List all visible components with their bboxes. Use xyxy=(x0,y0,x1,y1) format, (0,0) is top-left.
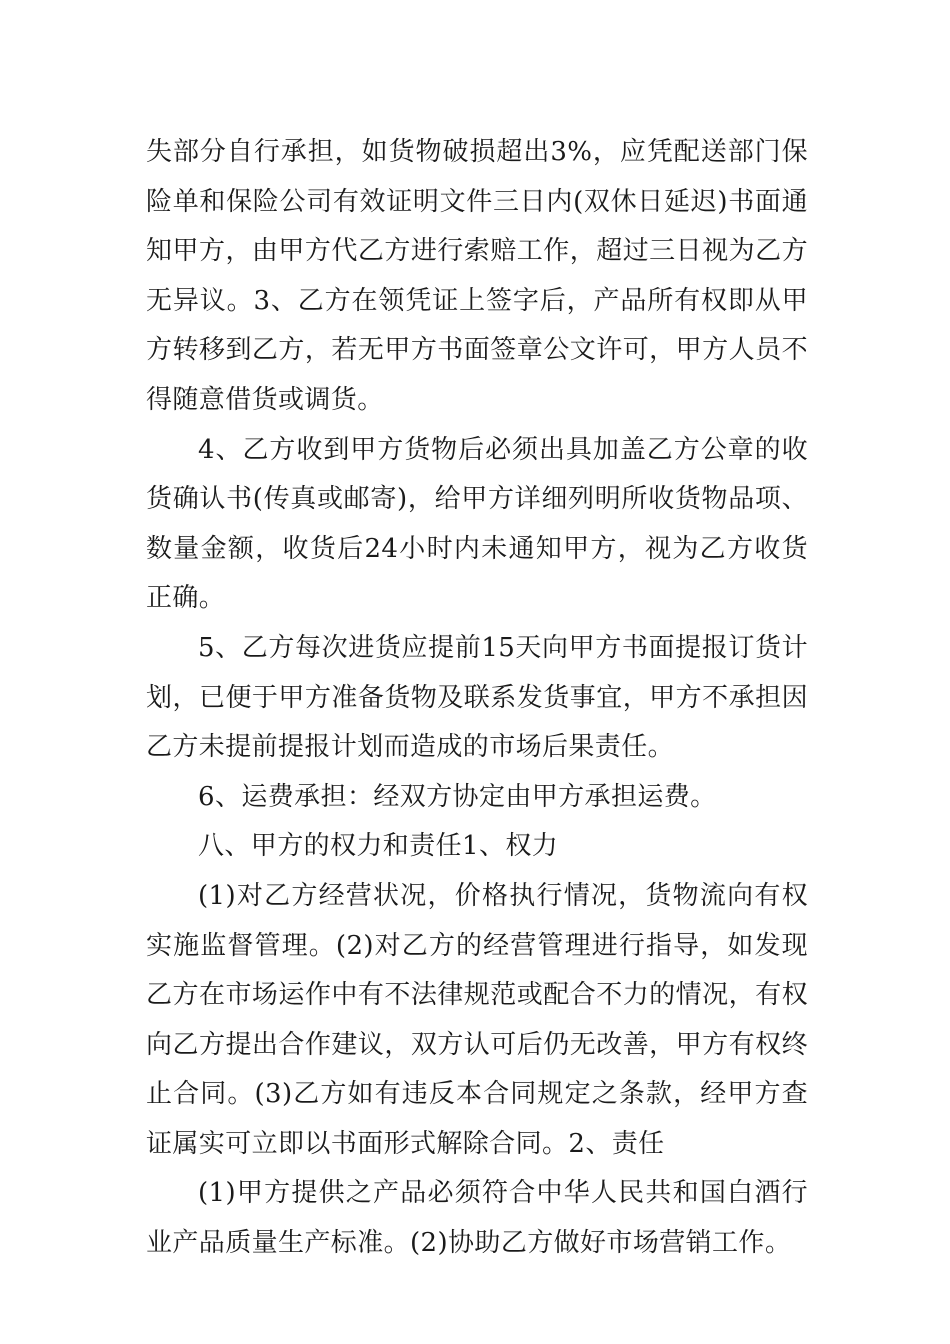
paragraph-6: (1)甲方提供之产品必须符合中华人民共和国白酒行业产品质量生产标准。(2)协助乙方做好市场营销工作。 xyxy=(146,1178,808,1259)
paragraph-4: 6、运费承担：经双方协定由甲方承担运费。 xyxy=(198,781,717,812)
paragraph-1: 失部分自行承担，如货物破损超出3%，应凭配送部门保险单和保险公司有效证明文件三日内(双休日延迟)书面通知甲方，由甲方代乙方进行索赔工作，超过三日视为乙方无异议。3、乙方在领凭证上签字后，产品所有权即从甲方转移到乙方，若无甲方书面签章公文许可，甲方人员不得随意借货或调货。 xyxy=(146,137,808,415)
paragraph-3: 5、乙方每次进货应提前15天向甲方书面提报订货计划，已便于甲方准备货物及联系发货事宜，甲方不承担因乙方未提前提报计划而造成的市场后果责任。 xyxy=(146,632,808,763)
document-body xyxy=(146,128,808,1269)
section-heading-8: 八、甲方的权力和责任1、权力 xyxy=(198,831,559,862)
paragraph-2: 4、乙方收到甲方货物后必须出具加盖乙方公章的收货确认书(传真或邮寄)，给甲方详细列明所收货物品项、数量金额，收货后24小时内未通知甲方，视为乙方收货正确。 xyxy=(146,434,808,614)
paragraph-5: (1)对乙方经营状况，价格执行情况，货物流向有权实施监督管理。(2)对乙方的经营管理进行指导，如发现乙方在市场运作中有不法律规范或配合不力的情况，有权向乙方提出合作建议，双方认可后仍无改善，甲方有权终止合同。(3)乙方如有违反本合同规定之条款，经甲方查证属实可立即以书面形式解除合同。2、责任 xyxy=(146,880,808,1159)
